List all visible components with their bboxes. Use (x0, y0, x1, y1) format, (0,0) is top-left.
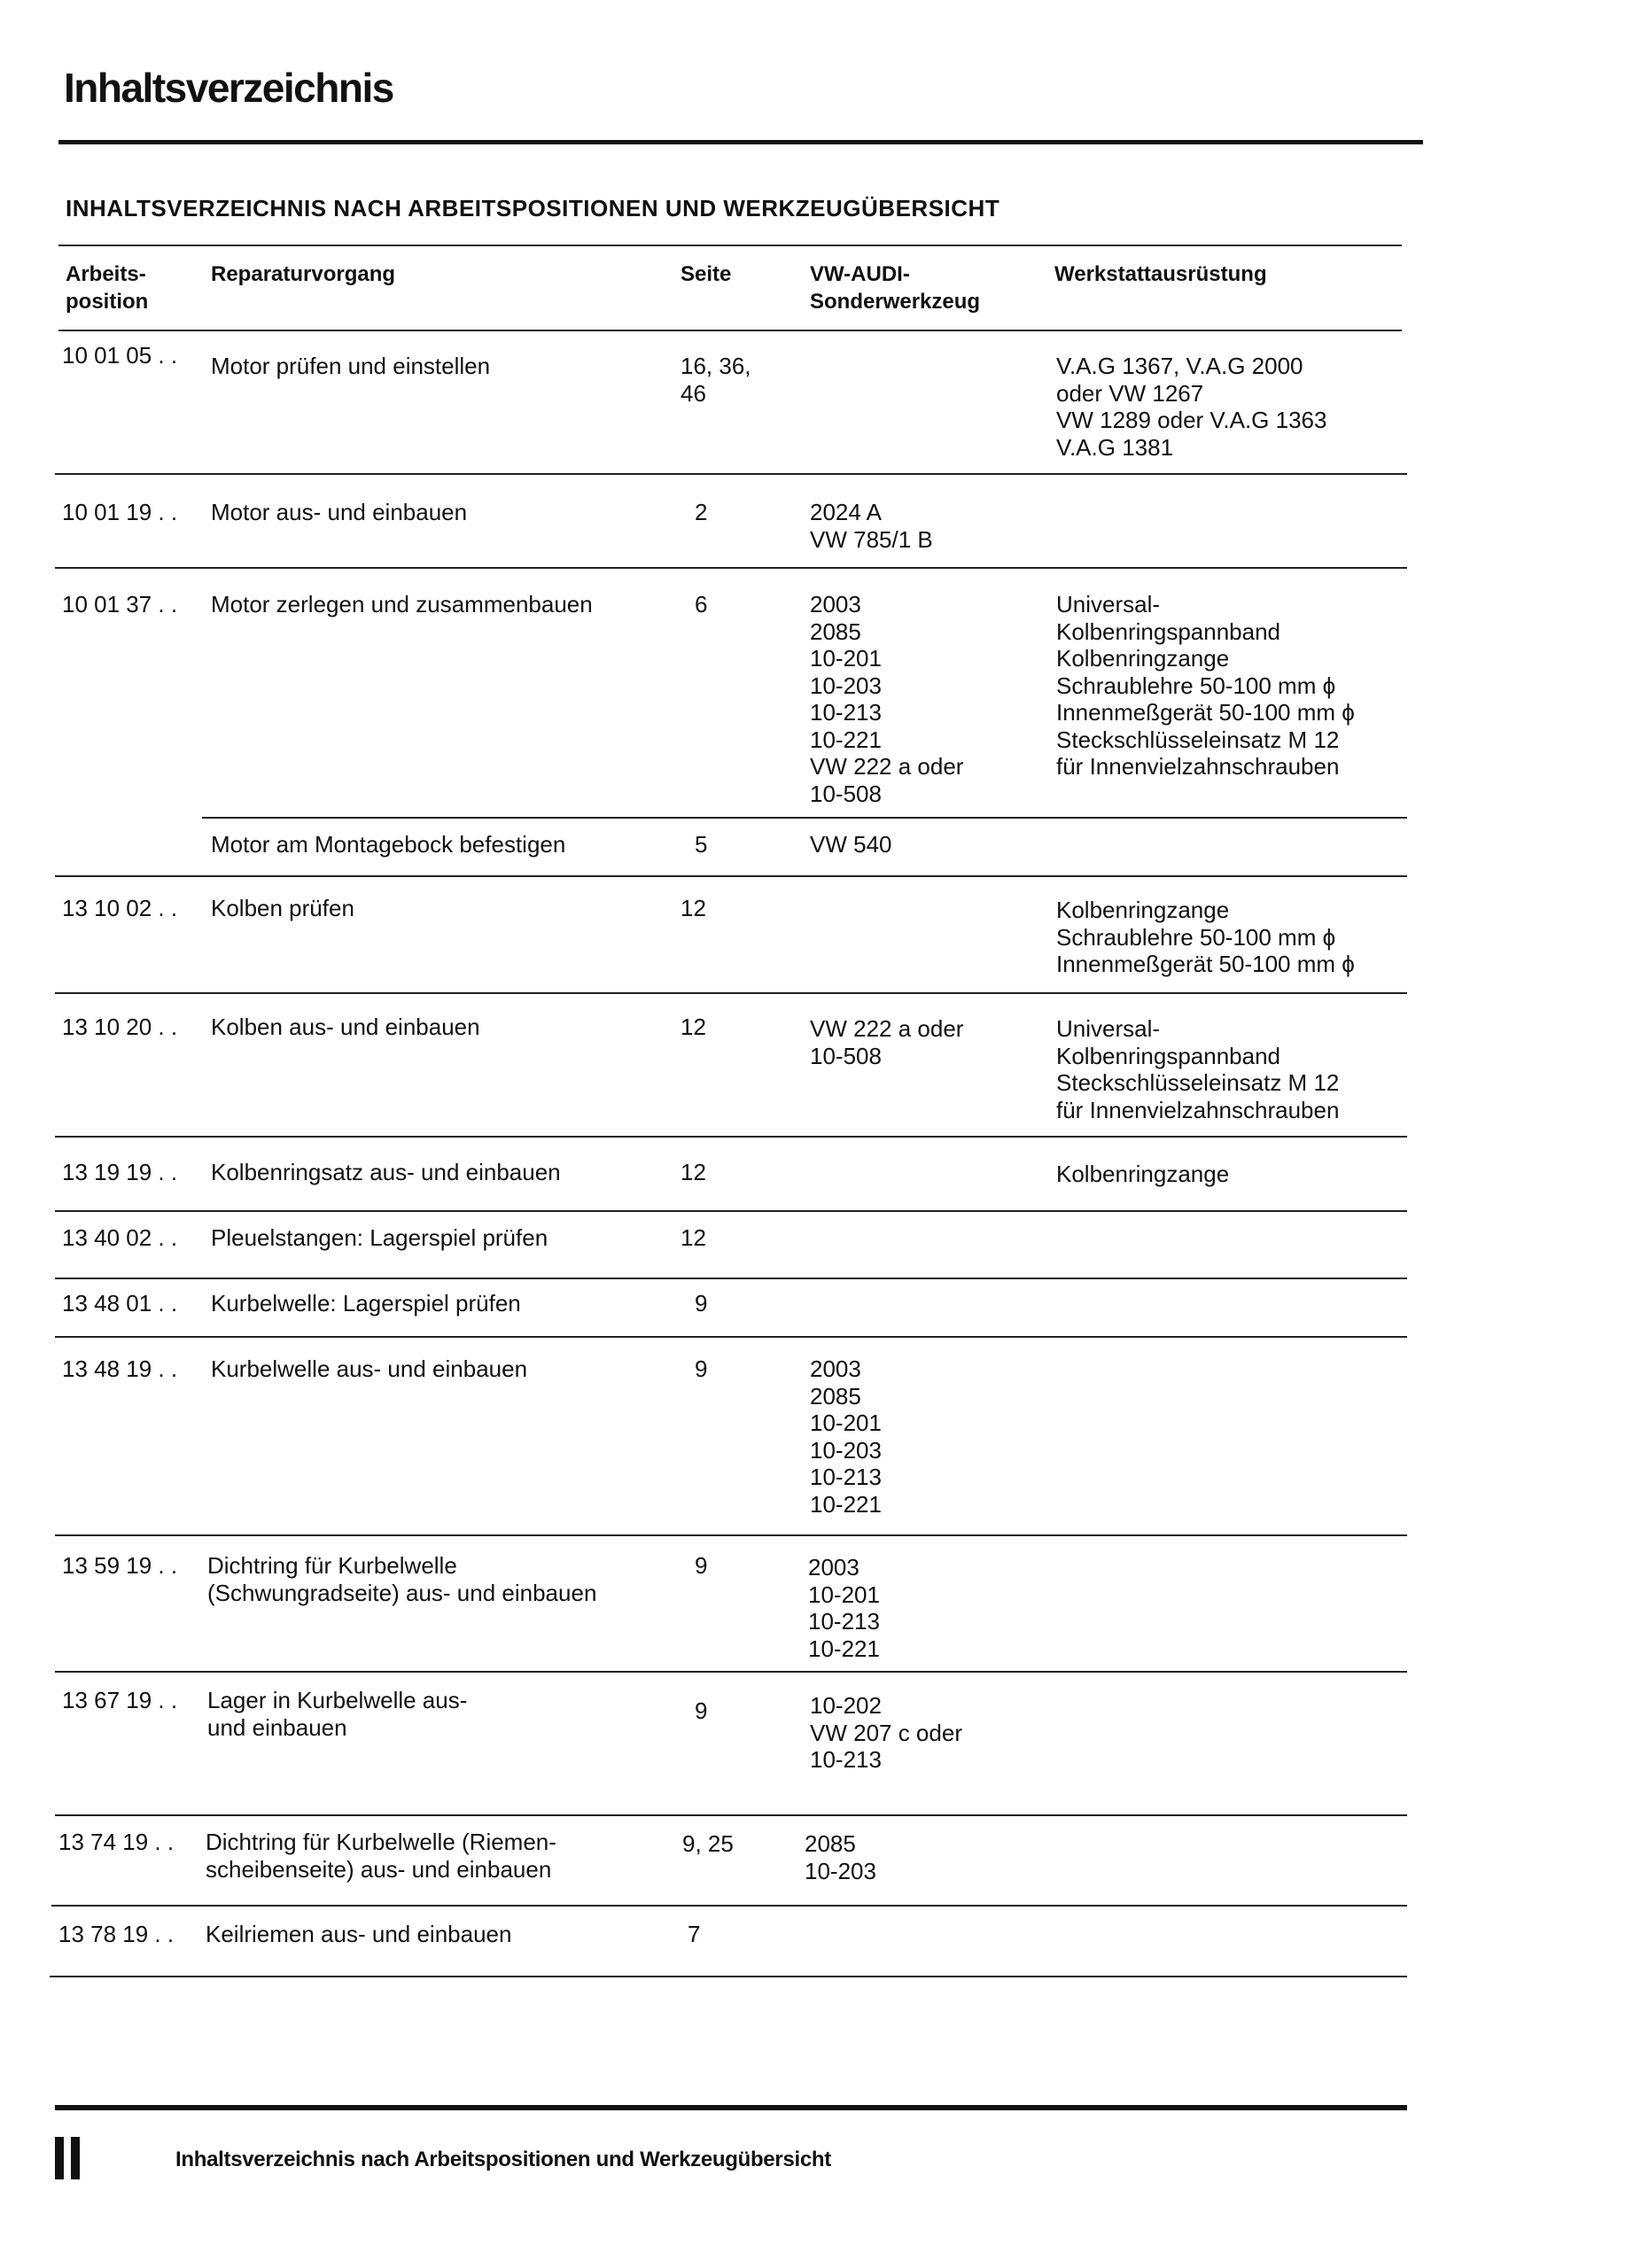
row-sonderwerkzeug: 2003 2085 10-201 10-203 10-213 10-221 VW 222 a oder 10-508 (810, 591, 964, 807)
row-vorgang: Motor aus- und einbauen (211, 499, 468, 525)
row-seite: 6 (695, 591, 708, 617)
row-position: 13 10 20 . . (62, 1014, 178, 1040)
page-title: Inhaltsverzeichnis (64, 65, 393, 111)
row-position: 13 19 19 . . (62, 1159, 178, 1185)
row-vorgang: Kolben aus- und einbauen (211, 1014, 480, 1040)
row-divider (51, 1905, 1407, 1907)
row-divider (55, 1136, 1407, 1138)
row-position: 13 74 19 . . (58, 1829, 175, 1855)
row-vorgang: Kolbenringsatz aus- und einbauen (211, 1159, 561, 1185)
row-seite: 9 (695, 1697, 708, 1724)
header-reparaturvorgang: Reparaturvorgang (211, 262, 396, 286)
row-seite: 9 (695, 1552, 708, 1579)
row-sonderwerkzeug: 2003 10-201 10-213 10-221 (808, 1554, 880, 1662)
row-sonderwerkzeug: 2024 A VW 785/1 B (810, 499, 933, 553)
header-vw-audi-sonderwerkzeug: VW-AUDI- Sonderwerkzeug (810, 262, 981, 314)
row-divider (55, 1671, 1407, 1673)
title-rule (58, 140, 1423, 144)
row-seite: 12 (681, 1159, 706, 1185)
row-position: 10 01 19 . . (62, 499, 178, 525)
row-seite: 12 (681, 895, 706, 921)
row-werkstattausruestung: Universal- Kolbenringspannband Kolbenringzange Schraublehre 50-100 mm ϕ Innenmeßgerät 50-100 mm ϕ Steckschlüsseleinsatz M 12 für Innenvielzahnschrauben (1056, 591, 1355, 780)
row-vorgang: Dichtring für Kurbelwelle (Riemen- scheibenseite) aus- und einbauen (206, 1829, 556, 1883)
row-seite: 12 (681, 1224, 706, 1251)
row-sonderwerkzeug: VW 222 a oder 10-508 (810, 1015, 964, 1069)
header-position: Arbeits- position (66, 262, 149, 314)
row-vorgang: Keilriemen aus- und einbauen (206, 1921, 512, 1947)
row-divider (50, 1976, 1407, 1977)
row-vorgang: Motor am Montagebock befestigen (211, 831, 566, 858)
row-seite: 16, 36, 46 (681, 353, 751, 407)
row-divider (55, 1534, 1407, 1536)
header-werkstattausruestung: Werkstattausrüstung (1054, 262, 1267, 286)
row-vorgang: Kolben prüfen (211, 895, 354, 921)
footer-rule (55, 2105, 1407, 2110)
row-position: 10 01 37 . . (62, 591, 178, 617)
row-position: 13 10 02 . . (62, 895, 178, 921)
row-divider (55, 992, 1407, 994)
row-divider (55, 875, 1407, 877)
row-seite: 9 (695, 1355, 708, 1382)
row-divider (55, 567, 1407, 569)
row-seite: 9, 25 (682, 1830, 734, 1857)
roman-numeral-two-marker (55, 2137, 80, 2179)
header-seite: Seite (681, 262, 732, 286)
row-divider (55, 1278, 1407, 1279)
row-seite: 12 (681, 1014, 706, 1040)
row-position: 13 48 19 . . (62, 1355, 178, 1382)
row-position: 13 67 19 . . (62, 1687, 178, 1713)
row-position: 13 78 19 . . (58, 1921, 175, 1947)
footer-text: Inhaltsverzeichnis nach Arbeitspositionen und Werkzeugübersicht (175, 2148, 831, 2171)
row-divider (55, 473, 1407, 475)
row-sonderwerkzeug: VW 540 (810, 831, 892, 858)
row-vorgang: Motor zerlegen und zusammenbauen (211, 591, 593, 617)
row-sonderwerkzeug: 2003 2085 10-201 10-203 10-213 10-221 (810, 1355, 882, 1518)
header-bottom-rule (58, 330, 1402, 331)
row-seite: 5 (695, 831, 708, 858)
row-seite: 7 (688, 1921, 701, 1947)
row-divider (55, 1814, 1407, 1816)
row-vorgang: Lager in Kurbelwelle aus- und einbauen (207, 1687, 468, 1741)
row-sonderwerkzeug: 10-202 VW 207 c oder 10-213 (810, 1692, 962, 1773)
row-werkstattausruestung: Kolbenringzange Schraublehre 50-100 mm ϕ Innenmeßgerät 50-100 mm ϕ (1056, 897, 1355, 977)
row-seite: 9 (695, 1290, 708, 1317)
row-divider (55, 1336, 1407, 1338)
row-vorgang: Kurbelwelle aus- und einbauen (211, 1355, 528, 1382)
row-position: 13 48 01 . . (62, 1290, 178, 1317)
row-werkstattausruestung: V.A.G 1367, V.A.G 2000 oder VW 1267 VW 1289 oder V.A.G 1363 V.A.G 1381 (1056, 353, 1327, 461)
row-sonderwerkzeug: 2085 10-203 (805, 1830, 876, 1884)
row-werkstattausruestung: Universal- Kolbenringspannband Steckschlüsseleinsatz M 12 für Innenvielzahnschrauben (1056, 1015, 1340, 1123)
row-position: 10 01 05 . . (62, 342, 178, 369)
row-vorgang: Pleuelstangen: Lagerspiel prüfen (211, 1224, 548, 1251)
row-vorgang: Motor prüfen und einstellen (211, 353, 491, 379)
row-position: 13 40 02 . . (62, 1224, 178, 1251)
section-subtitle: INHALTSVERZEICHNIS NACH ARBEITSPOSITIONEN UND WERKZEUGÜBERSICHT (66, 195, 1000, 221)
row-position: 13 59 19 . . (62, 1552, 178, 1579)
row-vorgang: Kurbelwelle: Lagerspiel prüfen (211, 1290, 521, 1317)
row-divider (202, 817, 1407, 819)
row-werkstattausruestung: Kolbenringzange (1056, 1161, 1230, 1187)
header-top-rule (58, 245, 1402, 246)
row-seite: 2 (695, 499, 708, 525)
row-divider (55, 1210, 1407, 1212)
row-vorgang: Dichtring für Kurbelwelle (Schwungradseite) aus- und einbauen (207, 1552, 597, 1606)
